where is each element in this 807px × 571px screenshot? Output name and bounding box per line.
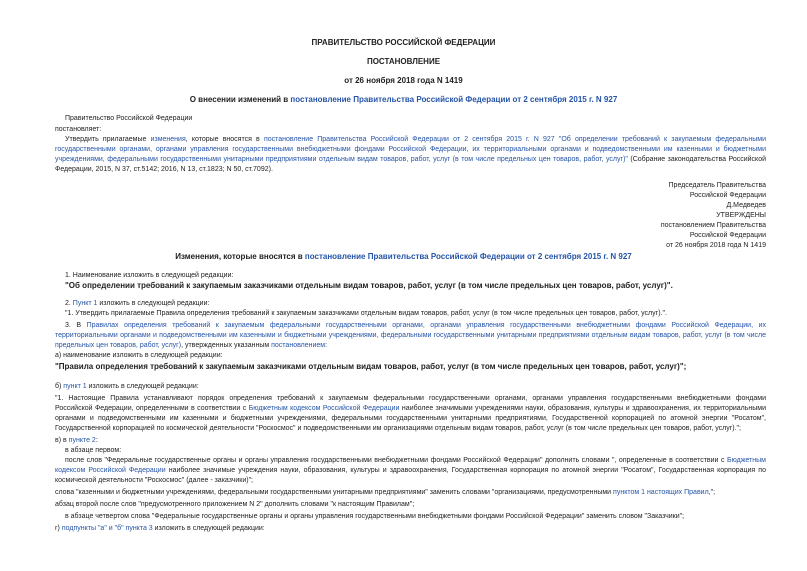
- document-title: [0, 95, 807, 105]
- subitem-g-link[interactable]: подпункты "а" и "б" пункта 3: [61, 525, 153, 532]
- item-3-line-2[interactable]: территориальными органами и подведомственными им казенными и бюджетными учреждениями, федеральными государственными унитарными предприятиями отдельным видам товаров, работ, услуг (в том числе: [55, 332, 766, 339]
- v3-b: наиболее значимые учреждения науки, образования, культуры и здравоохранения, Государственная корпорация по атомной энергии "Росатом", Государственная корпорация по: [165, 467, 766, 474]
- subitem-b-quote-2: [55, 404, 766, 413]
- approved-date: от 26 ноября 2018 года N 1419: [666, 242, 766, 249]
- subitem-v-link[interactable]: пункте 2: [68, 437, 96, 444]
- v5-b: ,";: [708, 489, 716, 496]
- signature-name: Д.Медведев: [726, 202, 766, 209]
- rules-point-1-link[interactable]: пунктом 1 настоящих Правил: [613, 489, 709, 496]
- p1-tail: (Собрание законодательства Российской: [630, 156, 766, 163]
- changes-link[interactable]: изменения: [150, 136, 186, 143]
- subitem-v-5: [55, 488, 715, 497]
- intro-line-1: Правительство Российской Федерации: [65, 115, 193, 122]
- item-3-colon: :: [325, 342, 328, 349]
- approved-line-2: постановлением Правительства: [660, 222, 766, 229]
- intro-paragraph-line-1: [55, 135, 766, 144]
- subitem-b-num: б): [55, 383, 64, 390]
- intro-paragraph-line-4: Федерации, 2015, N 37, ст.5142; 2016, N 13, ст.1823; N 50, ст.7092).: [55, 166, 273, 173]
- b-q2-b: наиболее значимыми учреждениями науки, образования, культуры и здравоохранения, их территориальными: [399, 405, 767, 412]
- decree-927-link-2[interactable]: постановление Правительства Российской Федерации от 2 сентября 2015 г. N 927 "Об определении требований к закупаемым федеральными: [263, 136, 766, 143]
- budget-link-2[interactable]: Бюджетным: [726, 457, 766, 464]
- changes-title: [0, 252, 807, 262]
- b-q2-a: Российской Федерации, определенными в соответствии с: [55, 405, 249, 412]
- budget-link-3[interactable]: кодексом Российской Федерации: [55, 467, 166, 474]
- intro-paragraph-line-3: [55, 155, 766, 164]
- signature-line-2: Российской Федерации: [689, 192, 766, 199]
- subitem-b-quote-1: "1. Настоящие Правила устанавливают порядок определения требований к закупаемым федеральными государственными органами, органами управления государственными внебюджетными фондами: [55, 395, 766, 402]
- v5-a: слова "казенными и бюджетными учреждениями, федеральными государственными унитарными предприятиями" заменить словами "организациями, предусмотренными: [55, 489, 614, 496]
- document-authority: ПРАВИТЕЛЬСТВО РОССИЙСКОЙ ФЕДЕРАЦИИ: [311, 38, 496, 47]
- subitem-g-text: изложить в следующей редакции:: [152, 525, 265, 532]
- p1-text-b: , которые вносятся в: [185, 136, 264, 143]
- item-2-text: изложить в следующей редакции:: [97, 300, 210, 307]
- p1-text-a: Утвердить прилагаемые: [65, 136, 151, 143]
- v2-a: после слов "Федеральные государственные органы и органы управления государственными внебюджетными фондами Российской Федерации" дополнить словами ", определенные в соответствии с: [65, 457, 727, 464]
- item-2-link[interactable]: Пункт 1: [72, 300, 98, 307]
- rules-link[interactable]: Правилах определения требований к закупаемым федеральными государственными органами, органами управления государственными внебюджетными фондами Российской Федерации, их: [86, 322, 766, 329]
- document-type: ПОСТАНОВЛЕНИЕ: [366, 57, 441, 66]
- subitem-v-1: в абзаце первом:: [65, 447, 122, 454]
- subitem-a: а) наименование изложить в следующей редакции:: [55, 352, 223, 359]
- subitem-b-text: изложить в следующей редакции:: [86, 383, 199, 390]
- subitem-v-2: [55, 456, 766, 465]
- subitem-b-link[interactable]: пункт 1: [63, 383, 87, 390]
- rules-link-3[interactable]: предельных цен товаров, работ, услуг): [55, 342, 182, 349]
- subitem-b-quote-4: Государственной корпорацией по космической деятельности "Роскосмос" и подведомственными им организациями отдельным видам товаров, работ, услуг (в том числе предельных цен товаров, работ, услуг).";: [55, 425, 741, 432]
- subitem-v: [55, 436, 98, 445]
- item-2-quote: "1. Утвердить прилагаемые Правила определения требований к закупаемым заказчиками отдельным видам товаров, работ, услуг (в том числе предельных цен товаров, работ, услуг).".: [65, 310, 667, 317]
- intro-paragraph-line-2[interactable]: государственными органами, органами управления государственными внебюджетными фондами Российской Федерации, их территориальными органами и подведомственными им казенными и бюджетными: [55, 146, 766, 153]
- subitem-a-quote: "Правила определения требований к закупаемым заказчиками отдельным видам товаров, работ, услуг (в том числе предельных цен товаров, работ, услуг)";: [55, 362, 687, 371]
- document-title-prefix: О внесении изменений в: [189, 95, 291, 104]
- subitem-v-3: [55, 466, 766, 475]
- item-3-num: 3. В: [65, 322, 87, 329]
- budget-code-link[interactable]: Бюджетным кодексом Российской Федерации: [248, 405, 400, 412]
- decree-link-4[interactable]: постановлением: [271, 342, 326, 349]
- item-3-line-3: [55, 341, 327, 350]
- item-3-text: , утвержденных указанным: [181, 342, 272, 349]
- item-2-num: 2.: [65, 300, 73, 307]
- subitem-v-num: в) в: [55, 437, 69, 444]
- signature-line-1: Председатель Правительства: [668, 182, 766, 189]
- subitem-g-num: г): [55, 525, 62, 532]
- approved-line-3: Российской Федерации: [689, 232, 766, 239]
- item-2: [65, 299, 209, 308]
- subitem-v-7: в абзаце четвертом слова "Федеральные государственные органы и органы управления государственными внебюджетными фондами Российской Федерации" заменить словом "Заказчики";: [65, 513, 685, 520]
- intro-line-2: постановляет:: [55, 126, 102, 133]
- subitem-b-quote-3: органами и подведомственными им казенными и бюджетными учреждениями, федеральными государственными унитарными предприятиями, Государственной корпорацией по атомной энергии "Росатом",: [55, 415, 766, 422]
- document-date: от 26 ноября 2018 года N 1419: [344, 76, 463, 85]
- decree-927-link-3[interactable]: учреждениями, федеральными государственными унитарными предприятиями отдельным видам товаров, работ, услуг (в том числе предельных цен товаров, работ, услуг)": [55, 156, 628, 163]
- subitem-v-4: космической деятельности "Роскосмос" (далее - заказчики)";: [55, 477, 254, 484]
- changes-title-prefix: Изменения, которые вносятся в: [175, 252, 305, 261]
- subitem-v-6: абзац второй после слов "предусмотренного приложением N 2" дополнить словами "к настоящим Правилам";: [55, 501, 415, 508]
- item-3-line-1: [55, 321, 766, 330]
- changes-title-link[interactable]: постановление Правительства Российской Федерации от 2 сентября 2015 г. N 927: [304, 252, 632, 261]
- item-1-quote: "Об определении требований к закупаемым заказчиками отдельным видам товаров, работ, услуг (в том числе предельных цен товаров, работ, услуг)".: [65, 281, 673, 290]
- item-1: 1. Наименование изложить в следующей редакции:: [65, 272, 234, 279]
- subitem-v-colon: :: [95, 437, 98, 444]
- decree-927-link[interactable]: постановление Правительства Российской Федерации от 2 сентября 2015 г. N 927: [290, 95, 618, 104]
- approved-label: УТВЕРЖДЕНЫ: [716, 212, 766, 219]
- subitem-b: [55, 382, 199, 391]
- subitem-g: [55, 524, 265, 533]
